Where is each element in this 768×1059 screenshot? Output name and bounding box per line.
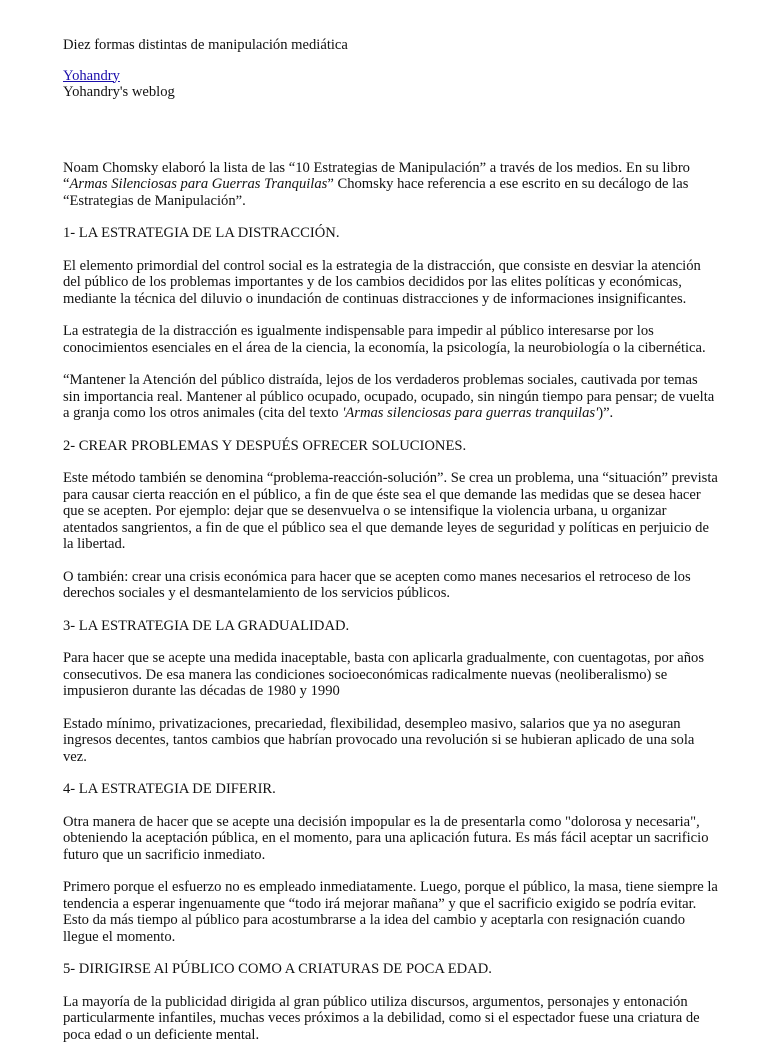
section-1-paragraph-2: La estrategia de la distracción es igualmente indispensable para impedir al público interesarse por los conocimientos esenciales en el área de la ciencia, la economía, la psicología, la neurobiología o la cibernética.: [63, 323, 706, 356]
section-4-paragraph-1: Otra manera de hacer que se acepte una decisión impopular es la de presentarla como "dolorosa y necesaria", obteniendo la aceptación pública, en el momento, para una aplicación futura. Es más fácil aceptar un sacrificio futuro que un sacrificio inmediato.: [63, 813, 709, 863]
section-2-paragraph-1: Este método también se denomina “problema-reacción-solución”. Se crea un problema, una “situación” prevista para causar cierta reacción en el público, a fin de que éste sea el que demande las medidas que se desea hacer que se acepten. Por ejemplo: dejar que se desenvuelva o se intensifique la violencia urbana, u organizar atentados sangrientos, a fin de que el público sea el que demande leyes de seguridad y políticas en perjuicio de la libertad.: [63, 470, 718, 552]
intro-text-a: Noam Chomsky elaboró la lista de las “10 Estrategias de Manipulación” a través de los medios. En su libro “: [63, 159, 690, 192]
section-1-paragraph-1: El elemento primordial del control social es la estrategia de la distracción, que consiste en desviar la atención del público de los problemas importantes y de los cambios decididos por las elites políticas y económicas, mediante la técnica del diluvio o inundación de continuas distracciones y de informaciones insignificantes.: [63, 257, 701, 307]
section-1-heading: 1- LA ESTRATEGIA DE LA DISTRACCIÓN.: [63, 225, 340, 241]
book-title: Armas Silenciosas para Guerras Tranquilas: [69, 176, 328, 192]
section-5-heading: 5- DIRIGIRSE Al PÚBLICO COMO A CRIATURAS DE POCA EDAD.: [63, 961, 492, 977]
section-5-paragraph-1: La mayoría de la publicidad dirigida al gran público utiliza discursos, argumentos, personajes y entonación particularmente infantiles, muchas veces próximos a la debilidad, como si el espectador fuese una criatura de poca edad o un deficiente mental.: [63, 993, 700, 1043]
document-title: Diez formas distintas de manipulación mediática: [63, 37, 348, 53]
quote-citation: 'Armas silenciosas para guerras tranquilas': [342, 405, 599, 421]
section-1-quote: [63, 372, 718, 422]
intro-paragraph: [63, 160, 718, 210]
quote-text-a: “Mantener la Atención del público distraída, lejos de los verdaderos problemas sociales, cautivada por temas sin importancia real. Mantener al público ocupado, ocupado, ocupado, sin ningún tiempo para pensar; de vuelta a granja como los otros animales (cita del texto: [63, 372, 715, 421]
quote-text-c: )”.: [598, 405, 614, 421]
author-block: [63, 68, 718, 101]
section-3-paragraph-2: Estado mínimo, privatizaciones, precariedad, flexibilidad, desempleo masivo, salarios que ya no aseguran ingresos decentes, tantos cambios que habrían provocado una revolución si se hubieran aplicado de una sola vez.: [63, 715, 695, 765]
section-4-heading: 4- LA ESTRATEGIA DE DIFERIR.: [63, 781, 276, 797]
blog-name: Yohandry's weblog: [63, 84, 175, 100]
section-3-heading: 3- LA ESTRATEGIA DE LA GRADUALIDAD.: [63, 617, 350, 634]
section-3-paragraph-1: Para hacer que se acepte una medida inaceptable, basta con aplicarla gradualmente, con cuentagotas, por años consecutivos. De esa manera las condiciones socioeconómicas radicalmente nuevas (neoliberalismo) se impusieron durante las décadas de 1980 y 1990: [63, 650, 705, 699]
author-link[interactable]: Yohandry: [63, 67, 120, 84]
document-page: [63, 37, 718, 1059]
section-2-paragraph-2: O también: crear una crisis económica para hacer que se acepten como manes necesarios el retroceso de los derechos sociales y el desmantelamiento de los servicios públicos.: [63, 568, 691, 601]
section-4-paragraph-2: Primero porque el esfuerzo no es empleado inmediatamente. Luego, porque el público, la masa, tiene siempre la tendencia a esperar ingenuamente que “todo irá mejorar mañana” y que el sacrificio exigido se podría evitar. Esto da más tiempo al público para acostumbrarse a la idea del cambio y aceptarla con resignación cuando llegue el momento.: [63, 879, 718, 945]
intro-text-c: ” Chomsky hace referencia a ese escrito en su decálogo de las “Estrategias de Manipulación”.: [63, 176, 689, 209]
section-2-heading: 2- CREAR PROBLEMAS Y DESPUÉS OFRECER SOLUCIONES.: [63, 437, 467, 454]
